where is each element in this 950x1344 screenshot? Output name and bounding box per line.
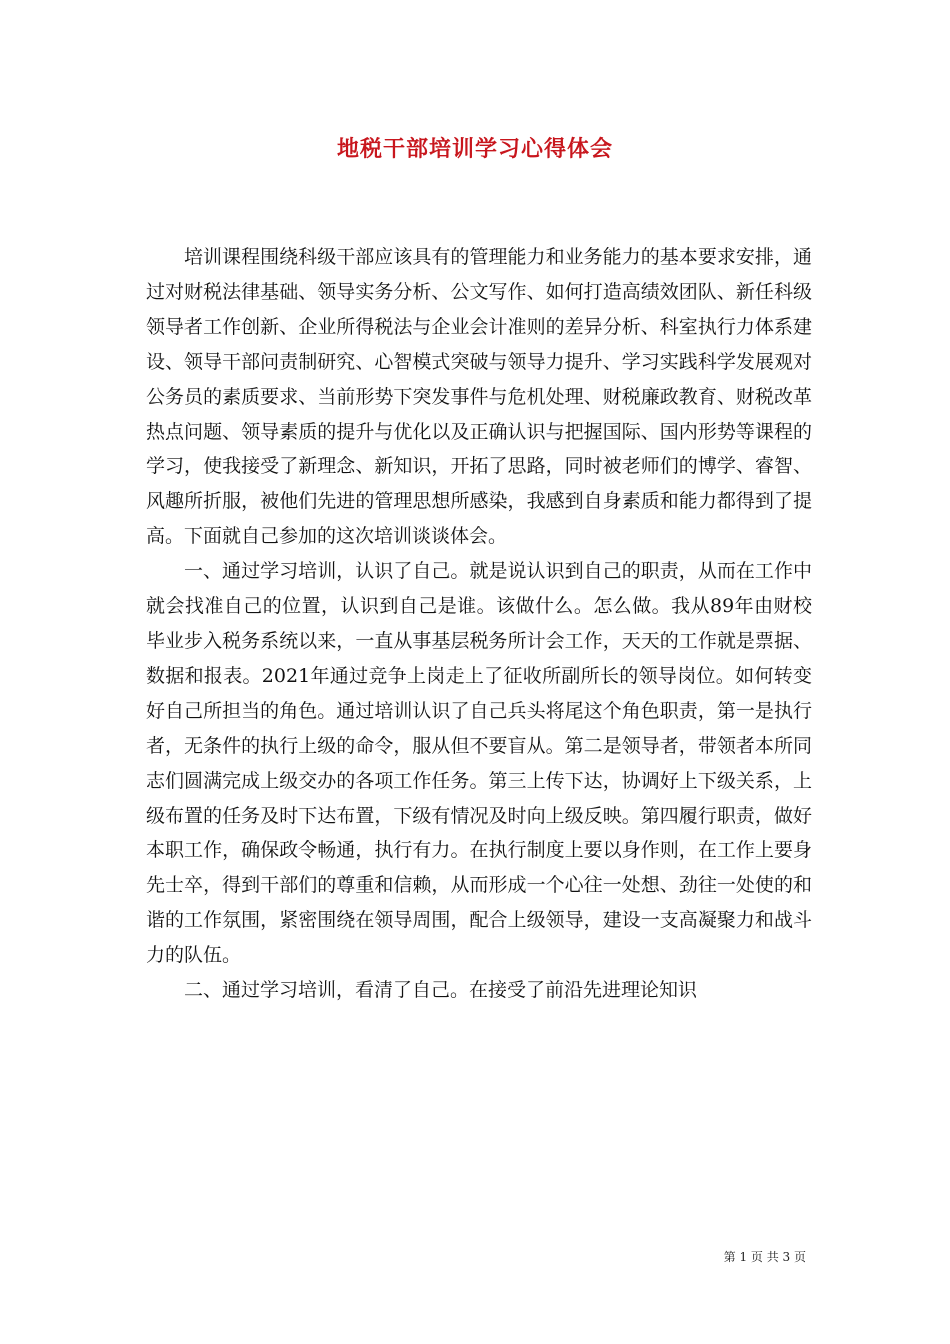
paragraph-intro: 培训课程围绕科级干部应该具有的管理能力和业务能力的基本要求安排，通过对财税法律基础、领导实务分析、公文写作、如何打造高绩效团队、新任科级领导者工作创新、企业所得税法与企业会计准则的差异分析、科室执行力体系建设、领导干部问责制研究、心智模式突破与领导力提升、学习实践科学发展观对公务员的素质要求、当前形势下突发事件与危机处理、财税廉政教育、财税改革热点问题、领导素质的提升与优化以及正确认识与把握国际、国内形势等课程的学习，使我接受了新理念、新知识，开拓了思路，同时被老师们的博学、睿智、风趣所折服，被他们先进的管理思想所感染，我感到自身素质和能力都得到了提高。下面就自己参加的这次培训谈谈体会。 [146, 246, 812, 548]
paragraph-section-2: 二、通过学习培训，看清了自己。在接受了前沿先进理论知识 [184, 979, 698, 1002]
page-number: 第 1 页 共 3 页 [723, 1250, 806, 1264]
document-title: 地税干部培训学习心得体会 [336, 136, 613, 162]
document-body [146, 240, 812, 1008]
paragraph-section-1: 一、通过学习培训，认识了自己。就是说认识到自己的职责，从而在工作中就会找准自己的位置，认识到自己是谁。该做什么。怎么做。我从89年由财校毕业步入税务系统以来，一直从事基层税务所计会工作，天天的工作就是票据、数据和报表。2021年通过竞争上岗走上了征收所副所长的领导岗位。如何转变好自己所担当的角色。通过培训认识了自己兵头将尾这个角色职责，第一是执行者，无条件的执行上级的命令，服从但不要盲从。第二是领导者，带领者本所同志们圆满完成上级交办的各项工作任务。第三上传下达，协调好上下级关系，上级布置的任务及时下达布置，下级有情况及时向上级反映。第四履行职责，做好本职工作，确保政令畅通，执行有力。在执行制度上要以身作则，在工作上要身先士卒，得到干部们的尊重和信赖，从而形成一个心往一处想、劲往一处使的和谐的工作氛围，紧密围绕在领导周围，配合上级领导，建设一支高凝聚力和战斗力的队伍。 [146, 560, 812, 967]
